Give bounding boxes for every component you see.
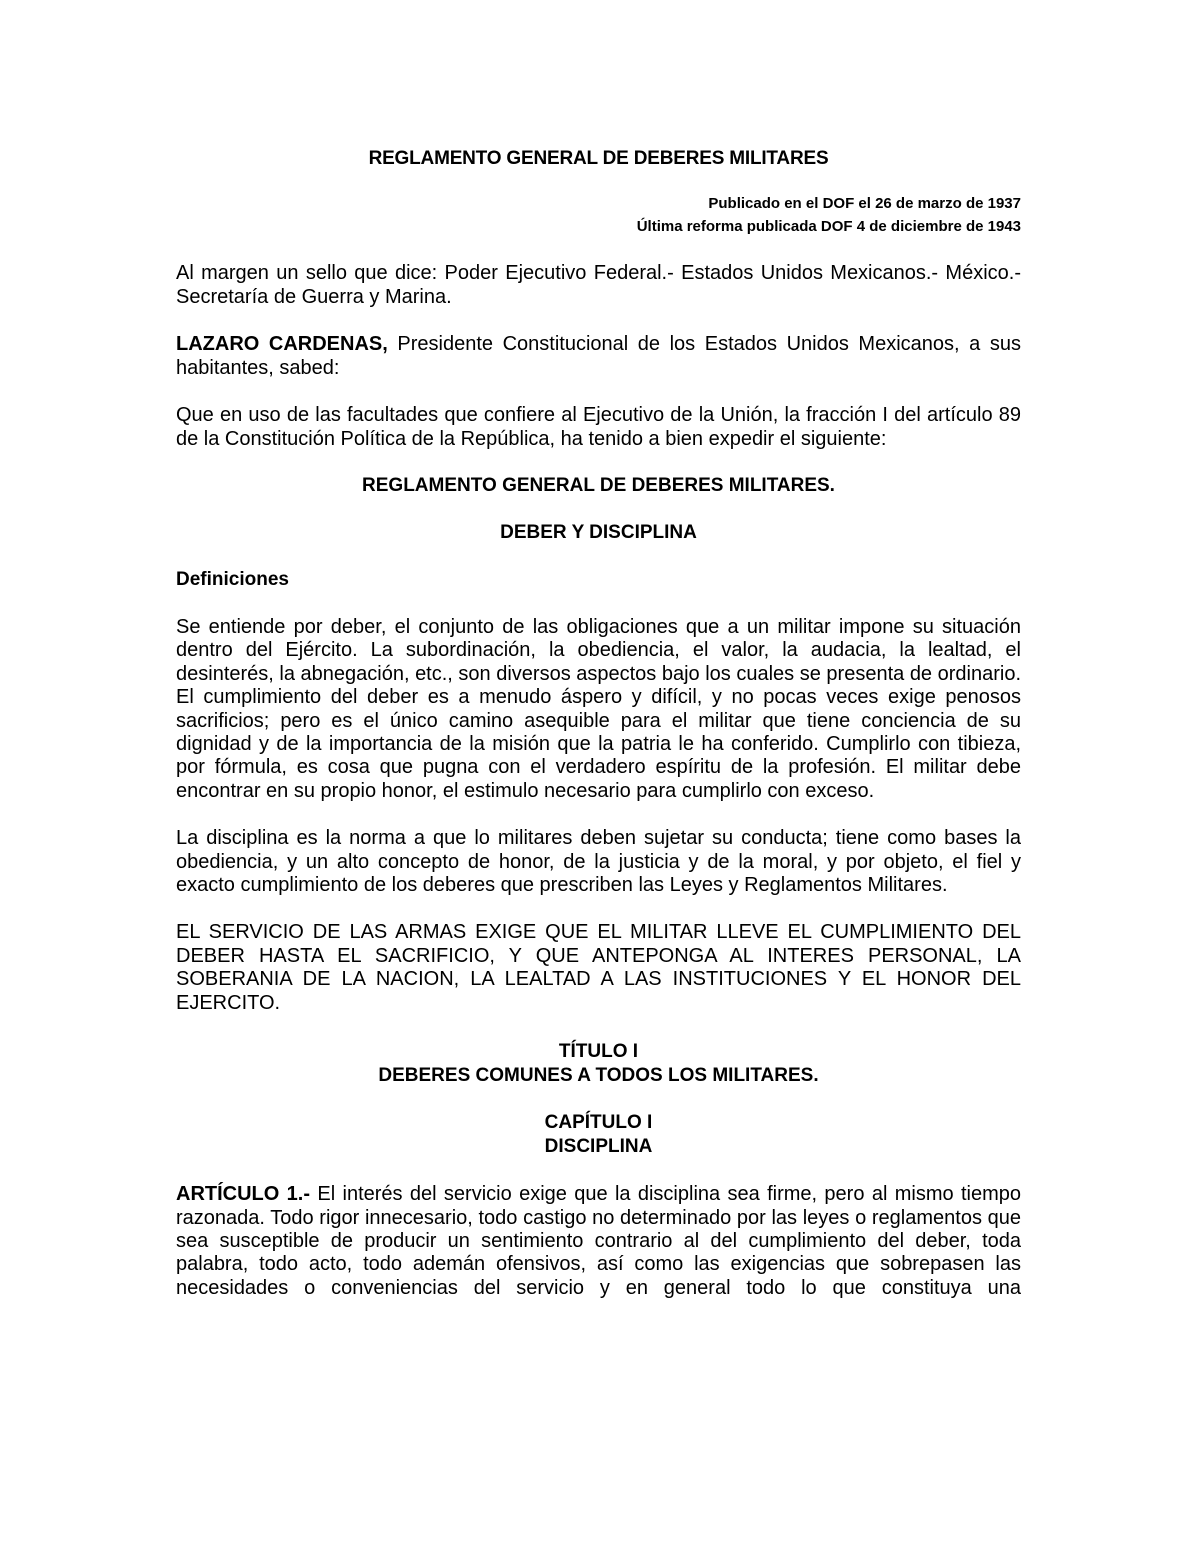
regulation-title-repeat: REGLAMENTO GENERAL DE DEBERES MILITARES. [362,475,835,496]
titulo-name: DEBERES COMUNES A TODOS LOS MILITARES. [378,1065,819,1087]
capitulo-heading [176,1111,1021,1159]
definitions-heading: Definiciones [176,569,289,590]
article-1-text: El interés del servicio exige que la disciplina sea firme, pero al mismo tiempo razonada. Todo rigor innecesario, todo castigo no determinado por las leyes o reglamentos que sea susceptible de producir un sentimiento contrario al del cumplimiento del deber, toda palabra, todo acto, todo ademán ofensivos, así como las exigencias que sobrepasen las necesidades o conveniencias del servicio y en general todo lo que constituya una [176,1183,1022,1299]
titulo-label: TÍTULO I [558,1041,639,1063]
preamble-paragraph [176,332,1021,380]
capitulo-name: DISCIPLINA [544,1136,653,1158]
document-page [176,146,1021,1300]
section-heading: DEBER Y DISCIPLINA [500,522,697,543]
last-reform-date: Última reforma publicada DOF 4 de diciembre de 1943 [636,218,1021,235]
article-1-paragraph [176,1183,1021,1300]
deber-paragraph: Se entiende por deber, el conjunto de las obligaciones que a un militar impone su situación dentro del Ejército. La subordinación, la obediencia, el valor, la audacia, la lealtad, el desinterés, la abnegación, etc., son diversos aspectos bajo los cuales se presenta de ordinario. El cumplimiento del deber es a menudo áspero y difícil, y no pocas veces exige penosos sacrificios; pero es el único camino asequible para el militar que tiene conciencia de su dignidad y de la importancia de la misión que la patria le ha conferido. Cumplirlo con tibieza, por fórmula, es cosa que pugna con el verdadero espíritu de la profesión. El militar debe encontrar en su propio honor, el estimulo necesario para cumplirlo con exceso. [176,616,1021,802]
faculties-paragraph: Que en uso de las facultades que confiere al Ejecutivo de la Unión, la fracción I del artículo 89 de la Constitución Política de la República, ha tenido a bien expedir el siguiente: [176,404,1021,450]
preamble-text: Presidente Constitucional de los Estados Unidos Mexicanos, a sus habitantes, sabed: [176,333,1021,379]
document-title: REGLAMENTO GENERAL DE DEBERES MILITARES [368,148,829,169]
publication-info [176,192,1021,238]
article-1-label: ARTÍCULO 1.- [176,1183,311,1206]
capitulo-label: CAPÍTULO I [544,1112,653,1134]
disciplina-paragraph: La disciplina es la norma a que lo militares deben sujetar su conducta; tiene como bases la obediencia, y un alto concepto de honor, de la justicia y de la moral, y por objeto, el fiel y exacto cumplimiento de los deberes que prescriben las Leyes y Reglamentos Militares. [176,827,1021,897]
titulo-heading [176,1040,1021,1088]
margin-note-paragraph: Al margen un sello que dice: Poder Ejecutivo Federal.- Estados Unidos Mexicanos.- México.- Secretaría de Guerra y Marina. [176,262,1021,308]
publication-date: Publicado en el DOF el 26 de marzo de 1937 [708,195,1021,212]
president-name: LAZARO CARDENAS, [176,333,388,355]
armed-service-paragraph: EL SERVICIO DE LAS ARMAS EXIGE QUE EL MILITAR LLEVE EL CUMPLIMIENTO DEL DEBER HASTA EL SACRIFICIO, Y QUE ANTEPONGA AL INTERES PERSONAL, LA SOBERANIA DE LA NACION, LA LEALTAD A LAS INSTITUCIONES Y EL HONOR DEL EJERCITO. [176,921,1021,1014]
